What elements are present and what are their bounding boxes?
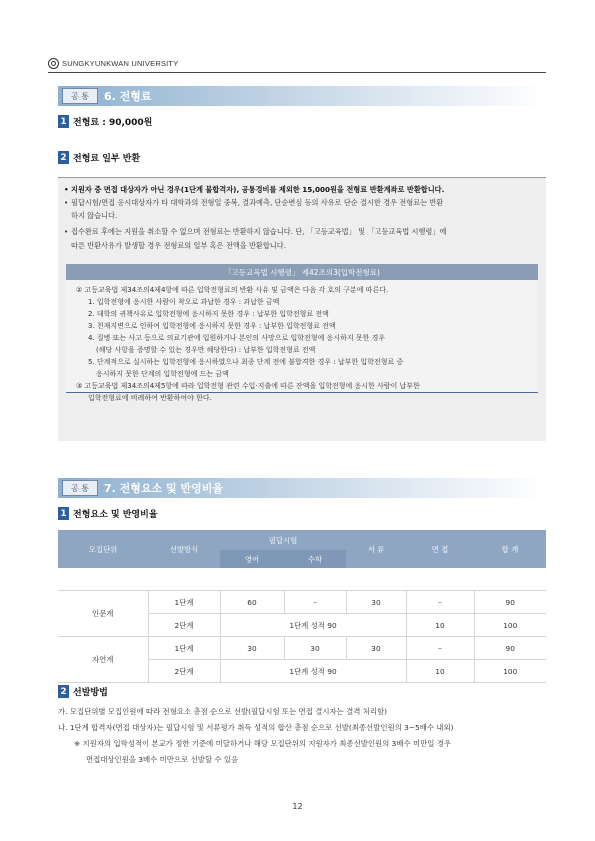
section-tag: 공 통 <box>62 480 98 496</box>
cell-stage: 1단계 <box>148 591 220 614</box>
header-math: 수학 <box>284 550 346 568</box>
number-badge: 1 <box>58 507 69 520</box>
law-line: 5. 단계적으로 실시하는 입학전형에 응시하였으나 최종 단계 전에 불합격한 경우 : 납부한 입학전형료 중 <box>88 358 404 366</box>
table-row <box>58 591 546 614</box>
cell-total: 90 <box>474 637 546 660</box>
notice-bullet: • 지원자 중 면접 대상자가 아닌 경우(1단계 불합격자), 공통경비를 제외한 15,000원을 전형료 반환계좌로 반환합니다. <box>64 185 445 194</box>
header-method: 선발방식 <box>148 530 220 568</box>
header-unit: 모집단위 <box>58 530 148 568</box>
method-note: ※ 지원자의 입학성적이 본교가 정한 기준에 미달하거나 해당 모집단위의 지원자가 최종선발인원의 3배수 미만일 경우 <box>74 739 451 748</box>
refund-heading <box>58 151 140 164</box>
notice-bullet-cont: 따른 반환사유가 발생할 경우 전형료의 일부 혹은 전액을 반환합니다. <box>71 241 286 250</box>
cell-total: 90 <box>474 591 546 614</box>
method-line: 가. 모집단위별 모집인원에 따라 전형요소 총점 순으로 선발(필답시험 또는 면접 결시자는 결격 처리함) <box>58 707 388 716</box>
number-badge: 2 <box>58 685 69 698</box>
cell-stage: 2단계 <box>148 614 220 637</box>
section-title: 6. 전형료 <box>104 90 152 103</box>
header-interview: 면 접 <box>406 530 474 568</box>
number-badge: 2 <box>58 151 69 164</box>
refund-notice-box <box>58 177 546 441</box>
notice-bullet-cont: 하지 않습니다. <box>71 211 118 220</box>
law-line: 입학전형료에 비례하여 반환하여야 한다. <box>88 394 212 402</box>
cell-merged: 1단계 성적 90 <box>220 614 406 637</box>
cell-interview: 10 <box>406 660 474 683</box>
cell-math: – <box>284 591 346 614</box>
section-6-header <box>58 86 546 106</box>
law-line: ② 고등교육법 제34조의4제4항에 따른 입학전형료의 반환 사유 및 금액은 다음 각 호의 구분에 따른다. <box>76 286 389 294</box>
law-box <box>66 264 538 402</box>
university-name: SUNGKYUNKWAN UNIVERSITY <box>62 59 179 68</box>
law-line: 응시하지 못한 단계의 입학전형에 드는 금액 <box>96 370 229 378</box>
law-line: (해당 사항을 증명할 수 있는 경우만 해당한다) : 납부한 입학전형료 전액 <box>96 346 316 354</box>
law-line: 3. 천재지변으로 인하여 입학전형에 응시하지 못한 경우 : 납부한 입학전형료 전액 <box>88 322 336 330</box>
cell-english: 30 <box>220 637 284 660</box>
table-row <box>58 637 546 660</box>
notice-bullet: • 접수완료 후에는 지원을 취소할 수 없으며 전형료는 반환하지 않습니다. 단, 「고등교육법」 및 「고등교육법 시행령」에 <box>64 227 447 236</box>
cell-total: 100 <box>474 660 546 683</box>
cell-interview: – <box>406 637 474 660</box>
header-english: 영어 <box>220 550 284 568</box>
cell-unit: 자연계 <box>58 637 148 683</box>
law-line: 2. 대학의 귀책사유로 입학전형에 응시하지 못한 경우 : 납부한 입학전형료 전액 <box>88 310 329 318</box>
number-badge: 1 <box>58 115 69 128</box>
fee-heading <box>58 115 152 128</box>
cell-english: 60 <box>220 591 284 614</box>
refund-title: 전형료 일부 반환 <box>73 154 141 164</box>
fee-text: 전형료 : 90,000원 <box>73 118 153 128</box>
cell-interview: – <box>406 591 474 614</box>
law-line: 4. 질병 또는 사고 등으로 의료기관에 입원하거나 본인의 사망으로 입학전형에 응시하지 못한 경우 <box>88 334 386 342</box>
cell-total: 100 <box>474 614 546 637</box>
section-7-header <box>58 478 546 498</box>
header-docs: 서 류 <box>346 530 406 568</box>
cell-merged: 1단계 성적 90 <box>220 660 406 683</box>
elements-table <box>58 530 546 683</box>
cell-stage: 2단계 <box>148 660 220 683</box>
header-written: 필답시험 <box>220 530 346 550</box>
header-total: 합 계 <box>474 530 546 568</box>
cell-docs: 30 <box>346 591 406 614</box>
cell-docs: 30 <box>346 637 406 660</box>
section-tag: 공 통 <box>62 88 98 104</box>
cell-stage: 1단계 <box>148 637 220 660</box>
notice-bullet: • 필답시험/면접 응시대상자가 타 대학과의 전형일 중복, 결과예측, 단순변심 등의 사유로 단순 결시한 경우 전형료는 반환 <box>64 198 444 207</box>
selection-heading <box>58 685 108 698</box>
cell-math: 30 <box>284 637 346 660</box>
cell-interview: 10 <box>406 614 474 637</box>
law-line: ③ 고등교육법 제34조의4제5항에 따라 입학전형 관련 수입·지출에 따른 잔액을 입학전형에 응시한 사람이 납부한 <box>76 382 420 390</box>
page-number: 12 <box>292 802 303 811</box>
logo-icon <box>48 58 59 69</box>
header-rule <box>48 72 546 73</box>
selection-title: 선발방법 <box>73 688 108 698</box>
method-note: 면접대상인원을 3배수 미만으로 선발할 수 있음 <box>86 755 239 764</box>
method-line: 나. 1단계 합격자(면접 대상자)는 필답시험 및 서류평가 취득 성적의 합산 총점 순으로 선발(최종선발인원의 3~5배수 내외) <box>58 723 454 732</box>
section-title: 7. 전형요소 및 반영비율 <box>104 482 223 495</box>
cell-unit: 인문계 <box>58 591 148 637</box>
university-logo <box>48 58 178 69</box>
law-line: 1. 입학전형에 응시한 사람이 착오로 과납한 경우 : 과납한 금액 <box>88 298 280 306</box>
elements-heading <box>58 507 158 520</box>
law-title: 「고등교육법 시행령」 제42조의3(입학전형료) <box>66 264 538 280</box>
elements-title: 전형요소 및 반영비율 <box>73 510 158 520</box>
